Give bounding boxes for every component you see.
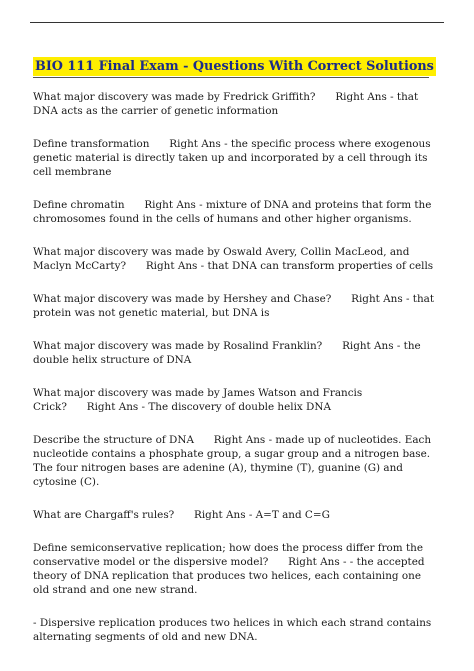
- qa-paragraph-franklin: What major discovery was made by Rosalind Franklin? Right Ans - the double helix structure of DNA: [33, 340, 421, 366]
- qa-paragraph-griffith: What major discovery was made by Fredrick Griffith? Right Ans - that DNA acts as the carrier of genetic information: [33, 91, 419, 117]
- top-divider: [30, 22, 444, 23]
- document-title: BIO 111 Final Exam - Questions With Correct Solutions: [35, 59, 434, 74]
- qa-paragraph-dispersive: - Dispersive replication produces two helices in which each strand contains alternating segments of old and new DNA.: [33, 617, 432, 643]
- document-body: [33, 90, 438, 663]
- qa-paragraph-chromatin: Define chromatin Right Ans - mixture of DNA and proteins that form the chromosomes found in the cells of humans and other higher organisms.: [33, 199, 432, 225]
- qa-paragraph-hershey-chase: What major discovery was made by Hershey and Chase? Right Ans - that protein was not genetic material, but DNA is: [33, 293, 435, 319]
- qa-paragraph-watson-crick: What major discovery was made by James Watson and Francis Crick? Right Ans - The discovery of double helix DNA: [33, 387, 363, 413]
- qa-paragraph-transformation: Define transformation Right Ans - the specific process where exogenous genetic material is directly taken up and incorporated by a cell through its cell membrane: [33, 138, 431, 178]
- qa-paragraph-semiconservative: Define semiconservative replication; how does the process differ from the conservative model or the dispersive model? Right Ans - - the accepted theory of DNA replication that produces two helices, each containing one old strand and one new strand.: [33, 542, 425, 596]
- qa-paragraph-chargaff: What are Chargaff's rules? Right Ans - A=T and C=G: [33, 509, 330, 521]
- qa-paragraph-dna-structure: Describe the structure of DNA Right Ans - made up of nucleotides. Each nucleotide contains a phosphate group, a sugar group and a nitrogen base. The four nitrogen bases are adenine (A), thymine (T), guanine (G) and cytosine (C).: [33, 434, 432, 488]
- qa-paragraph-avery: What major discovery was made by Oswald Avery, Collin MacLeod, and Maclyn McCarty? Right Ans - that DNA can transform properties of cells: [33, 246, 434, 272]
- title-block: [33, 55, 434, 78]
